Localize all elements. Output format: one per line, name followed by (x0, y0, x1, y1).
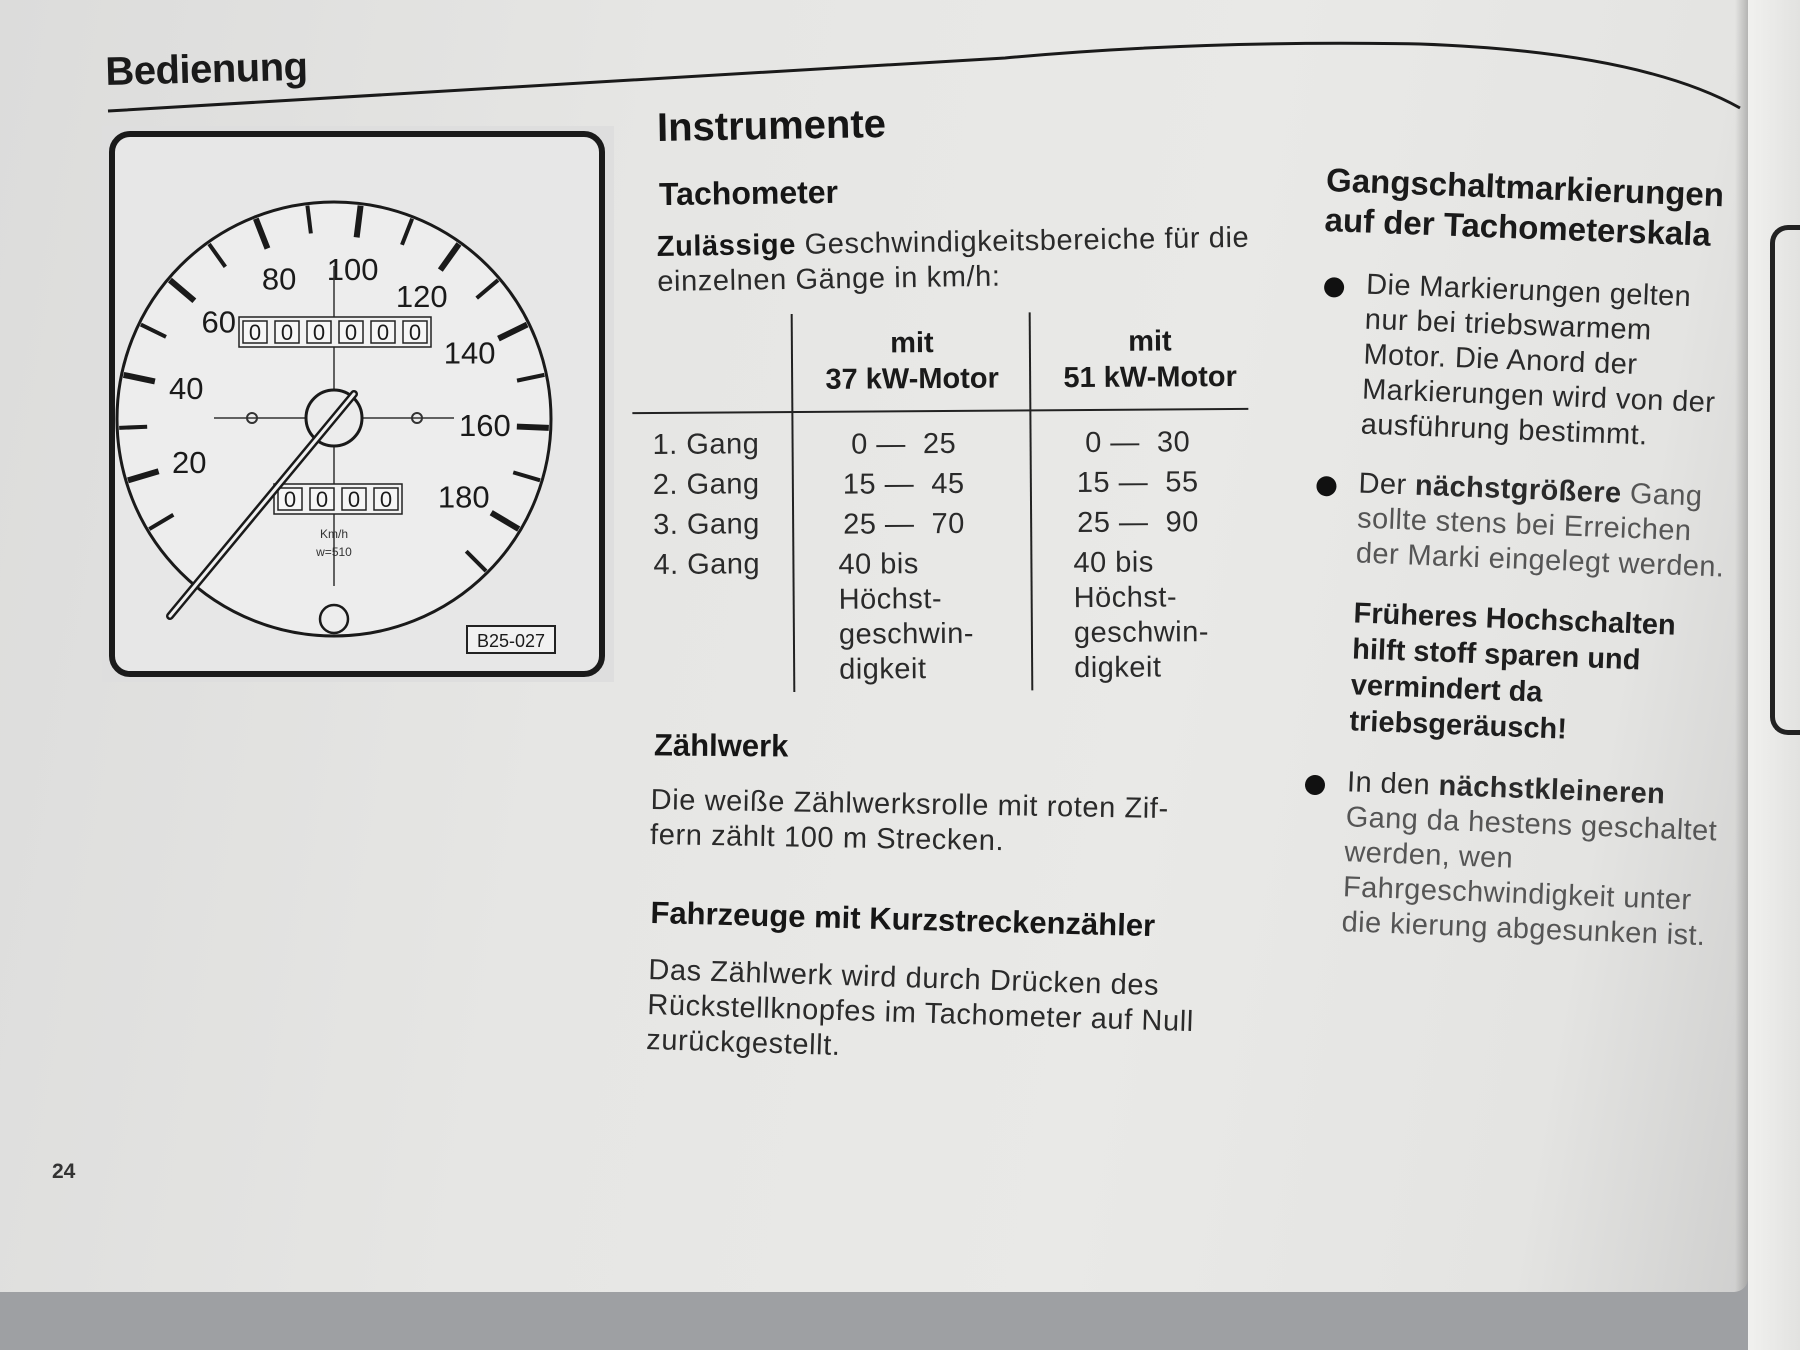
counter-digit: 0 (379, 487, 393, 512)
shift-markings-heading: Gangschaltmarkierungen auf der Tachometerskala (1324, 160, 1725, 253)
counter-digit: 0 (408, 320, 422, 345)
section-title: Bedienung (104, 44, 309, 95)
counter-digit: 0 (280, 320, 294, 345)
list-item: Die Markierungen gelten nur bei triebswarmem Motor. Die Anord der Markierungen wird von der ausführung bestimmt. (1316, 266, 1742, 457)
figure-code: B25-027 (476, 631, 546, 651)
speed-ranges-intro (656, 220, 1297, 300)
fuel-saving-note: Früheres Hochschalten hilft stoff sparen und vermindert da triebsgeräusch! (1348, 597, 1677, 746)
counter-heading: Zählwerk (653, 727, 789, 764)
counter-digit: 0 (347, 487, 361, 512)
range-37kw: 15 — 45 (842, 467, 965, 501)
counter-digit: 0 (376, 320, 390, 345)
intro-text: Geschwindigkeitsbereiche für die einzelnen Gänge in km/h: (657, 221, 1250, 299)
scale-tick (517, 427, 549, 428)
gear-label: 2. Gang (652, 468, 760, 502)
scale-label: 160 (459, 408, 511, 444)
scale-label: 140 (443, 335, 496, 371)
range-37kw-top-speed: 40 bis Höchst- geschwin- digkeit (838, 548, 975, 686)
scale-label: 20 (172, 445, 207, 481)
speedometer-illustration (102, 126, 614, 682)
column-header-51kw: mit 51 kW-Motor (1063, 325, 1237, 395)
counter-digit: 0 (248, 320, 262, 345)
counter-digit: 0 (283, 487, 297, 512)
range-37kw: 25 — 70 (843, 507, 965, 541)
scale-label: 100 (326, 252, 379, 288)
scale-tick (119, 427, 147, 428)
shift-markings-column (1296, 160, 1747, 979)
gear-label: 4. Gang (653, 548, 761, 582)
range-37kw: 0 — 25 (842, 427, 957, 461)
odometer (239, 317, 431, 347)
scale-label: 120 (395, 279, 448, 315)
scale-tick (357, 206, 361, 238)
scale-label: 60 (201, 304, 237, 340)
unit-label: Km/h (319, 527, 349, 541)
instruments-heading: Instrumente (656, 102, 887, 150)
trip-counter-heading: Fahrzeuge mit Kurzstreckenzähler (650, 895, 1156, 944)
range-51kw: 0 — 30 (1076, 426, 1191, 460)
scale-label: 180 (437, 479, 490, 515)
next-page-edge (1748, 0, 1800, 1350)
range-51kw: 25 — 90 (1077, 506, 1199, 540)
trip-counter (274, 484, 402, 514)
gear-speed-table (632, 311, 1251, 695)
trip-counter-text: Das Zählwerk wird durch Drücken des Rückstellknopfes im Tachometer auf Null zurückgestellt. (645, 953, 1195, 1063)
intro-bold: Zulässige (656, 228, 797, 264)
counter-text: Die weiße Zählwerksrolle mit roten Zif- fern zählt 100 m Strecken. (649, 783, 1170, 858)
gear-label: 3. Gang (653, 508, 760, 542)
counter-digit: 0 (344, 320, 358, 345)
speedometer-heading: Tachometer (658, 173, 839, 213)
w-value: w=510 (316, 545, 352, 559)
range-51kw-top-speed: 40 bis Höchst- geschwin- digkeit (1073, 546, 1210, 685)
gear-label: 1. Gang (652, 428, 760, 462)
counter-digit: 0 (312, 320, 326, 345)
counter-digit: 0 (315, 487, 329, 512)
range-51kw: 15 — 55 (1076, 466, 1199, 500)
list-item: In den nächstkleineren Gang da hestens geschaltet werden, wen Fahrgeschwindigkeit unter die kierung abgesunken ist. (1297, 764, 1723, 955)
scale-label: 80 (261, 261, 297, 297)
scale-label: 40 (168, 371, 204, 407)
page-number: 24 (52, 1160, 76, 1183)
speedometer-figure (102, 126, 614, 682)
list-item: Der nächstgrößere Gang sollte stens bei Erreichen der Marki eingelegt werden. (1311, 465, 1735, 586)
column-header-37kw: mit 37 kW-Motor (825, 327, 999, 396)
